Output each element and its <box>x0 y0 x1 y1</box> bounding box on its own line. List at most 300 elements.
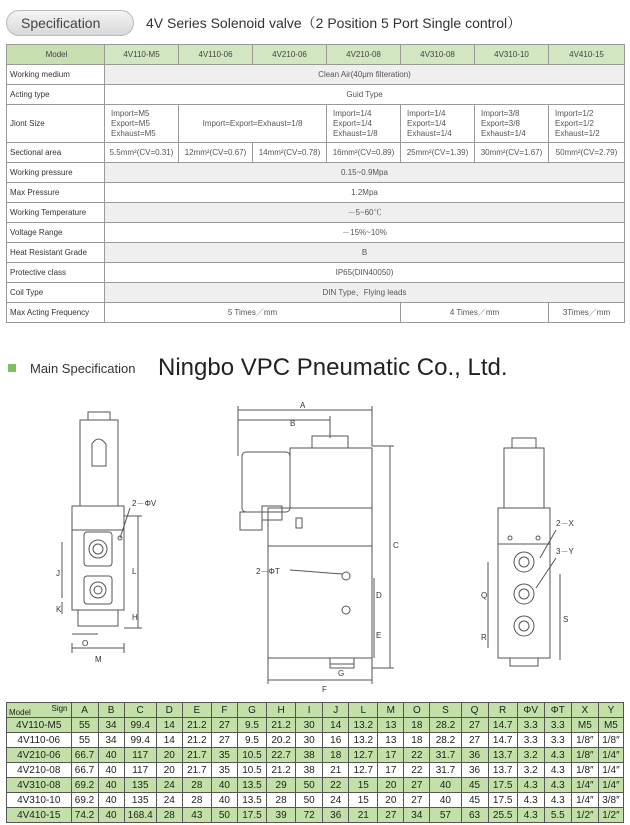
dim-cell: 27 <box>404 778 430 793</box>
dim-cell: 34 <box>98 733 124 748</box>
dim-cell: 12.7 <box>349 763 378 778</box>
dim-cell: 117 <box>124 748 156 763</box>
dim-header: ΦT <box>544 703 571 718</box>
dim-cell: 21.7 <box>182 763 211 778</box>
row-label: Voltage Range <box>7 223 105 243</box>
joint-cell: Import=Export=Exhaust=1/8 <box>179 105 327 143</box>
dim-cell: 9.5 <box>237 718 266 733</box>
dim-cell: 1/4″ <box>598 778 623 793</box>
dim-cell: 10.5 <box>237 748 266 763</box>
coil-cap <box>88 412 110 420</box>
dim-cell: 20 <box>378 778 404 793</box>
spec-header <box>6 10 626 36</box>
dim-cell: 28 <box>182 793 211 808</box>
table-row <box>7 808 624 823</box>
dim-cell: 50 <box>296 793 323 808</box>
model-cell: 4V210-06 <box>7 748 72 763</box>
coil-body <box>290 448 372 508</box>
row-value: 4 Times／mm <box>401 303 549 323</box>
dim-cell: 24 <box>323 793 349 808</box>
label-f: F <box>322 685 327 694</box>
dim-cell: 3.3 <box>517 733 544 748</box>
row-value: IP65(DIN40050) <box>105 263 625 283</box>
dim-cell: 14.7 <box>488 718 517 733</box>
dim-header: R <box>488 703 517 718</box>
joint-line: Export=1/4 <box>333 118 372 128</box>
dim-cell: 66.7 <box>71 763 98 778</box>
dim-cell: 43 <box>182 808 211 823</box>
front-view <box>62 412 142 653</box>
dim-cell: 24 <box>156 793 182 808</box>
dim-cell: 3.3 <box>517 718 544 733</box>
dim-cell: 13.2 <box>349 733 378 748</box>
dim-cell: 50 <box>296 778 323 793</box>
model-cell: 4V310-08 <box>7 778 72 793</box>
dim-cell: 27 <box>378 808 404 823</box>
coil-cap <box>512 438 536 448</box>
joint-line: Import=M5 <box>111 108 150 118</box>
dim-cell: 13.5 <box>237 778 266 793</box>
dim-cell: 34 <box>98 718 124 733</box>
dim-header: I <box>296 703 323 718</box>
spec-header-row <box>7 45 625 65</box>
label-c: C <box>393 541 399 550</box>
dimension-labels <box>56 401 574 694</box>
row-value: －5~60℃ <box>105 203 625 223</box>
dims-header-row <box>7 703 624 718</box>
area-cell: 25mm²(CV=1.39) <box>401 143 475 163</box>
dim-cell: 1/4″ <box>571 778 598 793</box>
model-cell: 4V310-08 <box>401 45 475 65</box>
dim-cell: 13.7 <box>488 763 517 778</box>
dim-cell: 1/2″ <box>571 808 598 823</box>
label-b: B <box>290 419 296 428</box>
dim-header: Q <box>461 703 488 718</box>
end-view <box>488 438 560 666</box>
dim-cell: 40 <box>98 748 124 763</box>
dim-cell: 38 <box>296 763 323 778</box>
model-cell: 4V410-15 <box>549 45 625 65</box>
corner-cell <box>7 703 72 718</box>
coil-body <box>80 420 118 506</box>
dim-cell: 35 <box>211 763 237 778</box>
dim-cell: M5 <box>598 718 623 733</box>
dim-cell: 1/4″ <box>598 763 623 778</box>
model-cell: 4V310-10 <box>475 45 549 65</box>
row-label: Protective class <box>7 263 105 283</box>
dim-cell: 1/4″ <box>571 793 598 808</box>
dim-cell: 21 <box>349 808 378 823</box>
dim-cell: 28 <box>156 808 182 823</box>
dim-header: E <box>182 703 211 718</box>
row-value: 5 Times／mm <box>105 303 401 323</box>
dim-cell: 10.5 <box>237 763 266 778</box>
dim-cell: 35 <box>211 748 237 763</box>
row-value: －15%~10% <box>105 223 625 243</box>
joint-line: Exhaust=M5 <box>111 128 156 138</box>
dim-cell: 135 <box>124 793 156 808</box>
spec-row <box>7 163 625 183</box>
mount-hole <box>342 606 350 614</box>
dim-header: F <box>211 703 237 718</box>
dim-cell: 4.3 <box>544 793 571 808</box>
dim-cell: 40 <box>98 763 124 778</box>
row-label: Acting type <box>7 85 105 105</box>
dims-body <box>7 718 624 823</box>
dim-cell: 55 <box>71 733 98 748</box>
dim-cell: 4.3 <box>517 778 544 793</box>
joint-line: Export=3/8 <box>481 118 520 128</box>
dim-cell: 14 <box>323 718 349 733</box>
dim-cell: 99.4 <box>124 733 156 748</box>
dim-cell: 21.2 <box>267 763 296 778</box>
dim-cell: 28.2 <box>430 718 461 733</box>
din-connector <box>242 452 290 512</box>
port-z <box>514 616 534 636</box>
spec-row <box>7 203 625 223</box>
dim-cell: 13 <box>378 718 404 733</box>
joint-line: Import=1/2 <box>555 108 594 118</box>
joint-line: Import=1/4 <box>407 108 446 118</box>
table-row <box>7 733 624 748</box>
dim-header: Y <box>598 703 623 718</box>
row-label: Jiont Size <box>7 105 105 143</box>
spec-row <box>7 243 625 263</box>
dim-cell: 69.2 <box>71 778 98 793</box>
dim-cell: 13.5 <box>237 793 266 808</box>
table-row <box>7 718 624 733</box>
dim-cell: 4.3 <box>517 793 544 808</box>
dim-cell: 21.2 <box>182 733 211 748</box>
dim-cell: 63 <box>461 808 488 823</box>
dim-cell: 15 <box>349 793 378 808</box>
port-1 <box>89 540 107 558</box>
side-view <box>238 406 394 684</box>
dim-cell: 21.2 <box>182 718 211 733</box>
dim-cell: 22 <box>323 778 349 793</box>
model-cell: 4V210-08 <box>327 45 401 65</box>
row-value: DIN Type、Flying leads <box>105 283 625 303</box>
dim-header: O <box>404 703 430 718</box>
model-cell: 4V210-06 <box>253 45 327 65</box>
dim-cell: 18 <box>404 733 430 748</box>
dim-header: M <box>378 703 404 718</box>
port-y <box>514 584 534 604</box>
dim-cell: 13.7 <box>488 748 517 763</box>
dim-cell: 13 <box>378 733 404 748</box>
label-x: 2－X <box>556 519 574 528</box>
spec-row <box>7 143 625 163</box>
spec-row <box>7 223 625 243</box>
label-l: L <box>132 567 137 576</box>
dim-cell: 45 <box>461 793 488 808</box>
dim-cell: 1/4″ <box>598 748 623 763</box>
dim-header: A <box>71 703 98 718</box>
dim-header: S <box>430 703 461 718</box>
dim-cell: 20 <box>156 763 182 778</box>
dim-cell: 45 <box>461 778 488 793</box>
dim-cell: 135 <box>124 778 156 793</box>
joint-line: Export=M5 <box>111 118 150 128</box>
dim-cell: 1/8″ <box>571 733 598 748</box>
dim-cell: 20 <box>378 793 404 808</box>
dim-cell: 36 <box>323 808 349 823</box>
dim-cell: 99.4 <box>124 718 156 733</box>
dim-cell: 66.7 <box>71 748 98 763</box>
dim-cell: 24 <box>156 778 182 793</box>
area-cell: 30mm²(CV=1.67) <box>475 143 549 163</box>
valve-drawings <box>0 398 630 698</box>
joint-line: Import=1/4 <box>333 108 372 118</box>
row-value: 3Times／mm <box>549 303 625 323</box>
dim-cell: 34 <box>404 808 430 823</box>
label-phit: 2－ΦT <box>256 567 280 576</box>
row-value: B <box>105 243 625 263</box>
dim-cell: 55 <box>71 718 98 733</box>
dim-header: B <box>98 703 124 718</box>
port-2 <box>90 582 106 598</box>
dim-cell: 4.3 <box>544 778 571 793</box>
area-cell: 16mm²(CV=0.89) <box>327 143 401 163</box>
dim-cell: 17 <box>378 748 404 763</box>
joint-line: Exhaust=1/8 <box>333 128 378 138</box>
dim-cell: 36 <box>461 763 488 778</box>
label-o: O <box>82 639 89 648</box>
row-value: Guid Type <box>105 85 625 105</box>
label-j: J <box>56 569 60 578</box>
table-row <box>7 763 624 778</box>
joint-line: Export=1/2 <box>555 118 594 128</box>
dim-cell: 1/2″ <box>598 808 623 823</box>
table-row <box>7 778 624 793</box>
dim-cell: 22.7 <box>267 748 296 763</box>
spec-row <box>7 65 625 85</box>
dim-cell: 18 <box>323 748 349 763</box>
dim-cell: 18 <box>404 718 430 733</box>
area-cell: 14mm²(CV=0.78) <box>253 143 327 163</box>
dim-cell: 14 <box>156 718 182 733</box>
label-q: Q <box>481 591 488 600</box>
area-cell: 50mm²(CV=2.79) <box>549 143 625 163</box>
row-label: Heat Resistant Grade <box>7 243 105 263</box>
label-d: D <box>376 591 382 600</box>
joint-cell <box>327 105 401 143</box>
label-k: K <box>56 605 62 614</box>
coil-window <box>92 439 106 466</box>
spec-tab: Specification <box>6 10 134 36</box>
page-title: 4V Series Solenoid valve（2 Position 5 Port Single control） <box>146 15 522 31</box>
dim-cell: 3/8″ <box>598 793 623 808</box>
dim-cell: 27 <box>461 733 488 748</box>
port-x <box>514 552 534 572</box>
dim-cell: 14 <box>156 733 182 748</box>
main-spec-label: Main Specification <box>30 361 136 376</box>
row-value: 1.2Mpa <box>105 183 625 203</box>
dim-cell: 57 <box>430 808 461 823</box>
dim-cell: 1/8″ <box>598 733 623 748</box>
dim-cell: 74.2 <box>71 808 98 823</box>
table-row <box>7 793 624 808</box>
dim-cell: 17.5 <box>488 778 517 793</box>
model-cell: 4V110-M5 <box>105 45 179 65</box>
joint-cell <box>105 105 179 143</box>
label-h: H <box>132 613 138 622</box>
dim-cell: 20 <box>156 748 182 763</box>
dim-cell: 38 <box>296 748 323 763</box>
dim-cell: 1/8″ <box>571 748 598 763</box>
joint-cell <box>475 105 549 143</box>
model-cell: 4V310-10 <box>7 793 72 808</box>
dim-cell: 40 <box>211 778 237 793</box>
dim-cell: 27 <box>211 733 237 748</box>
dim-cell: 27 <box>211 718 237 733</box>
dim-cell: 40 <box>430 793 461 808</box>
spec-row <box>7 303 625 323</box>
row-label: Working medium <box>7 65 105 85</box>
mount-hole <box>342 572 350 580</box>
valve-body <box>268 508 372 658</box>
dim-cell: 9.5 <box>237 733 266 748</box>
dim-cell: 28.2 <box>430 733 461 748</box>
dim-cell: 27 <box>461 718 488 733</box>
label-a: A <box>300 401 306 410</box>
dim-cell: 5.5 <box>544 808 571 823</box>
dim-cell: 22 <box>404 763 430 778</box>
dim-header: X <box>571 703 598 718</box>
area-cell: 12mm²(CV=0.67) <box>179 143 253 163</box>
bullet-square-icon <box>8 364 16 372</box>
dim-cell: 40 <box>98 808 124 823</box>
dim-header: D <box>156 703 182 718</box>
dim-cell: 3.3 <box>544 733 571 748</box>
model-cell: 4V410-15 <box>7 808 72 823</box>
dim-cell: 27 <box>404 793 430 808</box>
company-watermark: Ningbo VPC Pneumatic Co., Ltd. <box>158 354 508 381</box>
model-cell: 4V110-06 <box>7 733 72 748</box>
label-e: E <box>376 631 382 640</box>
dim-cell: 29 <box>267 778 296 793</box>
dim-cell: 14.7 <box>488 733 517 748</box>
dim-cell: 36 <box>461 748 488 763</box>
dim-cell: 22 <box>404 748 430 763</box>
dim-header: H <box>267 703 296 718</box>
area-cell: 5.5mm²(CV=0.31) <box>105 143 179 163</box>
dim-cell: 69.2 <box>71 793 98 808</box>
coil-body <box>504 448 544 508</box>
spec-row <box>7 283 625 303</box>
corner-model: Model <box>9 708 31 717</box>
row-value: 0.15~0.9Mpa <box>105 163 625 183</box>
corner-sign: Sign <box>51 704 68 713</box>
dim-cell: 3.3 <box>544 718 571 733</box>
dim-cell: 3.2 <box>517 748 544 763</box>
row-label: Coil Type <box>7 283 105 303</box>
spec-row <box>7 85 625 105</box>
dim-cell: 31.7 <box>430 748 461 763</box>
dim-cell: 40 <box>98 778 124 793</box>
joint-line: Import=3/8 <box>481 108 520 118</box>
dim-cell: 40 <box>98 793 124 808</box>
model-cell: 4V110-06 <box>179 45 253 65</box>
dim-cell: 16 <box>323 733 349 748</box>
dim-cell: 17 <box>378 763 404 778</box>
dim-cell: 21.7 <box>182 748 211 763</box>
dim-cell: 40 <box>430 778 461 793</box>
joint-line: Exhaust=1/2 <box>555 128 600 138</box>
label-y: 3－Y <box>556 547 574 556</box>
row-label: Max Pressure <box>7 183 105 203</box>
row-label: Working pressure <box>7 163 105 183</box>
dim-cell: 4.3 <box>544 763 571 778</box>
label-phiv: 2－ΦV <box>132 499 157 508</box>
row-label: Working Temperature <box>7 203 105 223</box>
dim-cell: 13.2 <box>349 718 378 733</box>
dim-cell: 17.5 <box>488 793 517 808</box>
dimension-table <box>6 702 624 823</box>
joint-line: Export=1/4 <box>407 118 446 128</box>
dim-cell: 1/8″ <box>571 763 598 778</box>
model-cell: 4V210-08 <box>7 763 72 778</box>
dim-header: J <box>323 703 349 718</box>
dim-header: ΦV <box>517 703 544 718</box>
spec-table <box>6 44 625 323</box>
dim-cell: 28 <box>182 778 211 793</box>
dim-cell: 40 <box>211 793 237 808</box>
spec-row <box>7 263 625 283</box>
dim-cell: 31.7 <box>430 763 461 778</box>
dim-cell: 30 <box>296 718 323 733</box>
row-value: Clean Air(40μm filteration) <box>105 65 625 85</box>
dim-cell: 15 <box>349 778 378 793</box>
dim-cell: 50 <box>211 808 237 823</box>
dim-cell: 17.5 <box>237 808 266 823</box>
table-row <box>7 748 624 763</box>
dim-header: L <box>349 703 378 718</box>
label-g: G <box>338 669 345 678</box>
dim-cell: 117 <box>124 763 156 778</box>
dim-cell: 12.7 <box>349 748 378 763</box>
label-r: R <box>481 633 487 642</box>
dim-cell: 28 <box>267 793 296 808</box>
spec-row <box>7 105 625 143</box>
joint-cell <box>549 105 625 143</box>
spec-row <box>7 183 625 203</box>
dim-cell: 21.2 <box>267 718 296 733</box>
row-label: Sectional area <box>7 143 105 163</box>
dim-cell: 39 <box>267 808 296 823</box>
dim-cell: 20.2 <box>267 733 296 748</box>
dim-cell: 3.2 <box>517 763 544 778</box>
dim-cell: 72 <box>296 808 323 823</box>
model-cell: 4V110-M5 <box>7 718 72 733</box>
dim-cell: 4.3 <box>517 808 544 823</box>
dim-header: C <box>124 703 156 718</box>
dim-cell: M5 <box>571 718 598 733</box>
row-label: Max Acting Frequency <box>7 303 105 323</box>
joint-line: Exhaust=1/4 <box>407 128 452 138</box>
joint-line: Exhaust=1/4 <box>481 128 526 138</box>
model-label: Model <box>7 45 105 65</box>
dim-cell: 21 <box>323 763 349 778</box>
dim-header: G <box>237 703 266 718</box>
label-m: M <box>95 655 102 664</box>
joint-cell <box>401 105 475 143</box>
dim-cell: 4.3 <box>544 748 571 763</box>
label-s: S <box>563 615 569 624</box>
dim-cell: 30 <box>296 733 323 748</box>
dim-cell: 168.4 <box>124 808 156 823</box>
dim-cell: 25.5 <box>488 808 517 823</box>
